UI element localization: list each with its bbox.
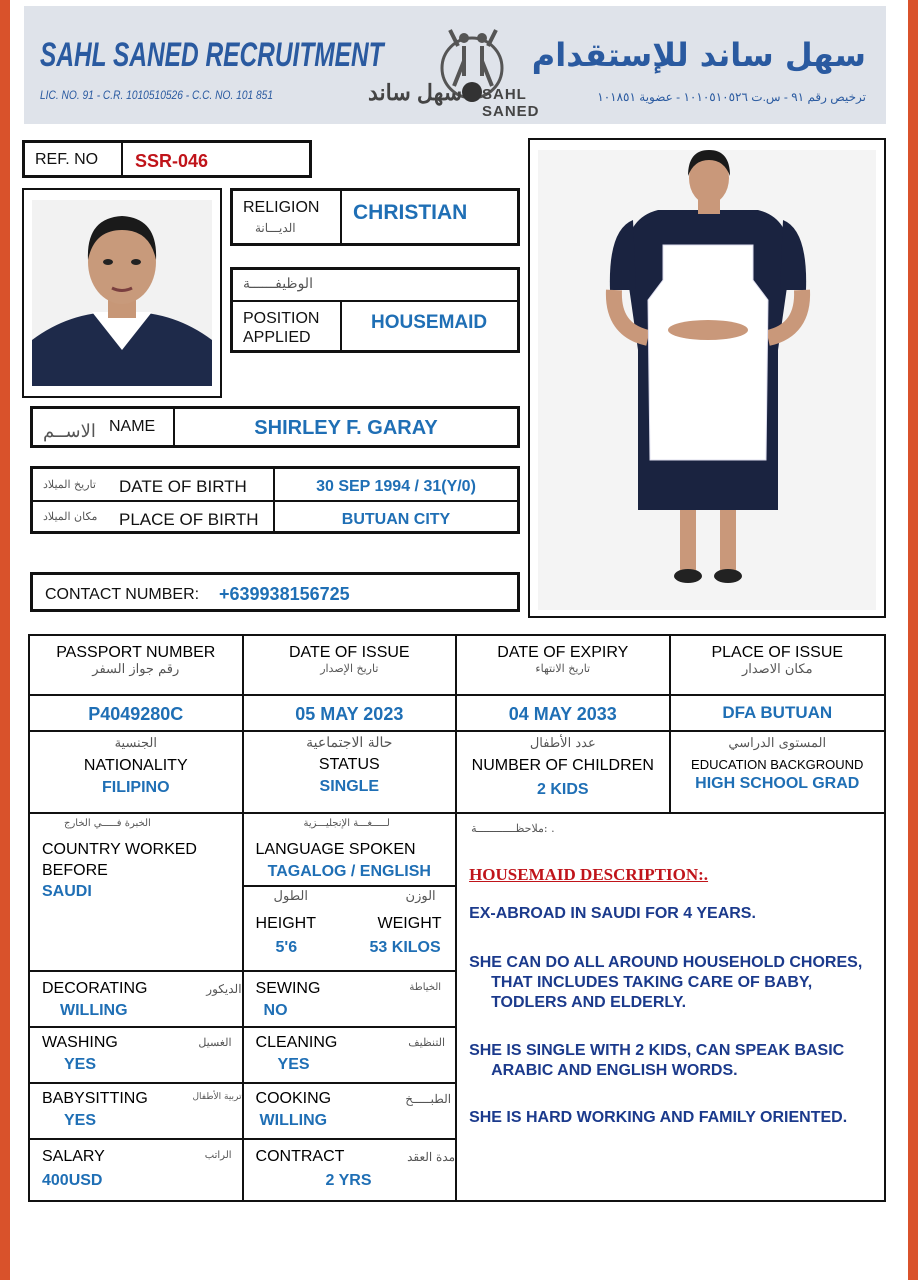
portrait-photo — [32, 200, 212, 386]
cleaning-label-ar: التنظيف — [408, 1036, 446, 1049]
passport-number-label: PASSPORT NUMBER — [56, 644, 216, 661]
babysitting-value: YES — [64, 1112, 97, 1129]
contract-label: CONTRACT — [255, 1148, 345, 1165]
issue-date: 05 MAY 2023 — [295, 704, 404, 724]
decorating-cell — [29, 971, 243, 1027]
cleaning-value: YES — [277, 1056, 310, 1073]
washing-cell — [29, 1027, 243, 1083]
name-label: NAME — [109, 418, 156, 435]
license-ar: ترخيص رقم ٩١ - س.ت ١٠١٠٥١٠٥٢٦ - عضوية ١٠١٨٥١ — [597, 90, 866, 104]
ref-value: SSR-046 — [135, 151, 209, 171]
babysitting-label: BABYSITTING — [42, 1090, 148, 1107]
weight-value: 53 KILOS — [369, 939, 441, 956]
description-p3: SHE IS SINGLE WITH 2 KIDS, CAN SPEAK BASIC ARABIC AND ENGLISH WORDS. — [469, 1042, 845, 1079]
country-label-1: COUNTRY WORKED — [42, 841, 197, 858]
expiry-label-ar: تاريخ الانتهاء — [535, 662, 591, 675]
pob-value: BUTUAN CITY — [341, 511, 451, 528]
issue-cell — [243, 695, 457, 731]
ref-box — [22, 140, 312, 178]
salary-cell — [29, 1139, 243, 1201]
full-body-photo-frame — [528, 138, 886, 618]
washing-label-ar: الغسيل — [198, 1036, 232, 1049]
religion-value: CHRISTIAN — [353, 201, 468, 224]
passport-number-label-cell — [29, 635, 243, 695]
education-cell — [670, 731, 886, 813]
cooking-label-ar: الطبـــــخ — [405, 1092, 452, 1106]
education-value: HIGH SCHOOL GRAD — [695, 775, 860, 792]
status-value: SINGLE — [319, 778, 380, 795]
language-label-ar: لـــــغـــة الإنجليـــزية — [303, 818, 390, 829]
salary-value: 400USD — [42, 1172, 103, 1189]
decorating-label-ar: الديكور — [206, 982, 242, 996]
contact-box — [30, 572, 520, 612]
place-cell — [670, 695, 886, 731]
children-label: NUMBER OF CHILDREN — [471, 757, 654, 774]
salary-label: SALARY — [42, 1148, 105, 1165]
name-label-ar: الاســم — [43, 421, 96, 442]
issue-label: DATE OF ISSUE — [288, 644, 410, 661]
license-en: LIC. NO. 91 - C.R. 1010510526 - C.C. NO. 101 851 — [40, 88, 274, 102]
logo-text-ar: سهل ساند — [368, 80, 463, 105]
sewing-value: NO — [263, 1002, 288, 1019]
place-of-issue: DFA BUTUAN — [722, 703, 833, 722]
height-label-ar: الطول — [273, 889, 308, 904]
place-label-cell — [670, 635, 886, 695]
education-label: EDUCATION BACKGROUND — [691, 757, 864, 772]
description-p1: EX-ABROAD IN SAUDI FOR 4 YEARS. — [469, 905, 756, 922]
weight-label-ar: الوزن — [405, 889, 436, 904]
language-value: TAGALOG / ENGLISH — [267, 863, 431, 880]
cleaning-cell — [243, 1027, 457, 1083]
expiry-label-cell — [456, 635, 669, 695]
contact-label: CONTACT NUMBER: — [45, 586, 200, 603]
contact-value: +639938156725 — [219, 584, 350, 604]
expiry-cell — [456, 695, 669, 731]
name-value: SHIRLEY F. GARAY — [254, 417, 438, 439]
sewing-cell — [243, 971, 457, 1027]
remarks-cell — [456, 813, 885, 1201]
height-value: 5'6 — [275, 939, 298, 956]
contract-cell — [243, 1139, 457, 1201]
ref-label: REF. NO — [35, 151, 99, 168]
washing-label: WASHING — [42, 1034, 118, 1051]
pob-label: PLACE OF BIRTH — [119, 510, 259, 529]
full-body-photo — [538, 150, 876, 610]
cooking-cell — [243, 1083, 457, 1139]
children-label-ar: عدد الأطفال — [529, 736, 596, 751]
description-p2: SHE CAN DO ALL AROUND HOUSEHOLD CHORES, THAT INCLUDES TAKING CARE OF BABY, TODLERS AND ELDERLY. — [469, 954, 863, 1011]
sewing-label-ar: الخياطة — [409, 982, 442, 993]
nationality-value: FILIPINO — [101, 779, 170, 796]
position-label-2: APPLIED — [243, 329, 311, 346]
remarks-label-ar: ملاحظــــــــــــة: . — [471, 822, 555, 835]
contract-label-ar: مدة العقد — [407, 1150, 456, 1164]
children-cell — [456, 731, 669, 813]
education-label-ar: المستوى الدراسي — [728, 736, 827, 751]
expiry-date: 04 MAY 2033 — [508, 704, 617, 724]
name-box — [30, 406, 520, 448]
position-value: HOUSEMAID — [371, 312, 488, 333]
issue-label-ar: تاريخ الإصدار — [320, 662, 379, 675]
country-label-2: BEFORE — [42, 862, 108, 879]
country-label-ar: الخبرة فـــــي الخارج — [64, 818, 151, 829]
babysitting-label-ar: تربية الأطفال — [192, 1092, 242, 1102]
position-label-1: POSITION — [243, 310, 320, 327]
company-name-en: SAHL SANED RECRUITMENT — [40, 36, 384, 74]
language-label: LANGUAGE SPOKEN — [255, 841, 416, 858]
birth-box — [30, 466, 520, 534]
height-label: HEIGHT — [255, 915, 316, 932]
company-header — [24, 6, 886, 124]
cooking-value: WILLING — [259, 1112, 328, 1129]
contract-value: 2 YRS — [325, 1172, 372, 1189]
children-value: 2 KIDS — [536, 781, 589, 798]
salary-label-ar: الراتب — [204, 1150, 232, 1161]
position-label-ar: الوظيفــــــة — [243, 276, 313, 292]
cv-sheet — [10, 0, 908, 1280]
dob-label: DATE OF BIRTH — [119, 477, 247, 496]
place-label-ar: مكان الاصدار — [741, 662, 813, 677]
language-physical-cell — [243, 813, 457, 971]
dob-label-ar: تاريخ الميلاد — [43, 478, 96, 491]
country-value: SAUDI — [42, 883, 92, 900]
religion-label-ar: الديـــانة — [255, 221, 296, 235]
passport-number: P4049280C — [88, 704, 184, 724]
position-box — [230, 267, 520, 353]
washing-value: YES — [64, 1056, 97, 1073]
sewing-label: SEWING — [255, 980, 321, 997]
issue-label-cell — [243, 635, 457, 695]
religion-label: RELIGION — [243, 199, 320, 216]
status-label: STATUS — [318, 756, 380, 773]
nationality-label: NATIONALITY — [83, 757, 188, 774]
description-p4: SHE IS HARD WORKING AND FAMILY ORIENTED. — [469, 1109, 848, 1126]
weight-label: WEIGHT — [377, 915, 442, 932]
expiry-label: DATE OF EXPIRY — [497, 644, 629, 661]
place-label: PLACE OF ISSUE — [711, 644, 844, 661]
cooking-label: COOKING — [255, 1090, 332, 1107]
portrait-photo-frame — [22, 188, 222, 398]
nationality-label-ar: الجنسية — [114, 736, 157, 751]
description-title: HOUSEMAID DESCRIPTION:. — [469, 865, 709, 884]
decorating-label: DECORATING — [42, 980, 148, 997]
details-table — [28, 634, 886, 1202]
passport-number-cell — [29, 695, 243, 731]
cleaning-label: CLEANING — [255, 1034, 338, 1051]
pob-label-ar: مكان الميلاد — [43, 510, 98, 523]
status-label-ar: حالة الاجتماعية — [306, 735, 393, 751]
religion-box — [230, 188, 520, 246]
passport-number-label-ar: رقم جواز السفر — [92, 662, 180, 677]
nationality-cell — [29, 731, 243, 813]
babysitting-cell — [29, 1083, 243, 1139]
decorating-value: WILLING — [60, 1002, 128, 1019]
logo-text-en: SAHL SANED — [482, 86, 540, 120]
country-worked-cell — [29, 813, 243, 971]
company-name-ar: سهل ساند للإستقدام — [531, 36, 866, 74]
dob-value: 30 SEP 1994 / 31(Y/0) — [316, 478, 476, 495]
status-cell — [243, 731, 457, 813]
